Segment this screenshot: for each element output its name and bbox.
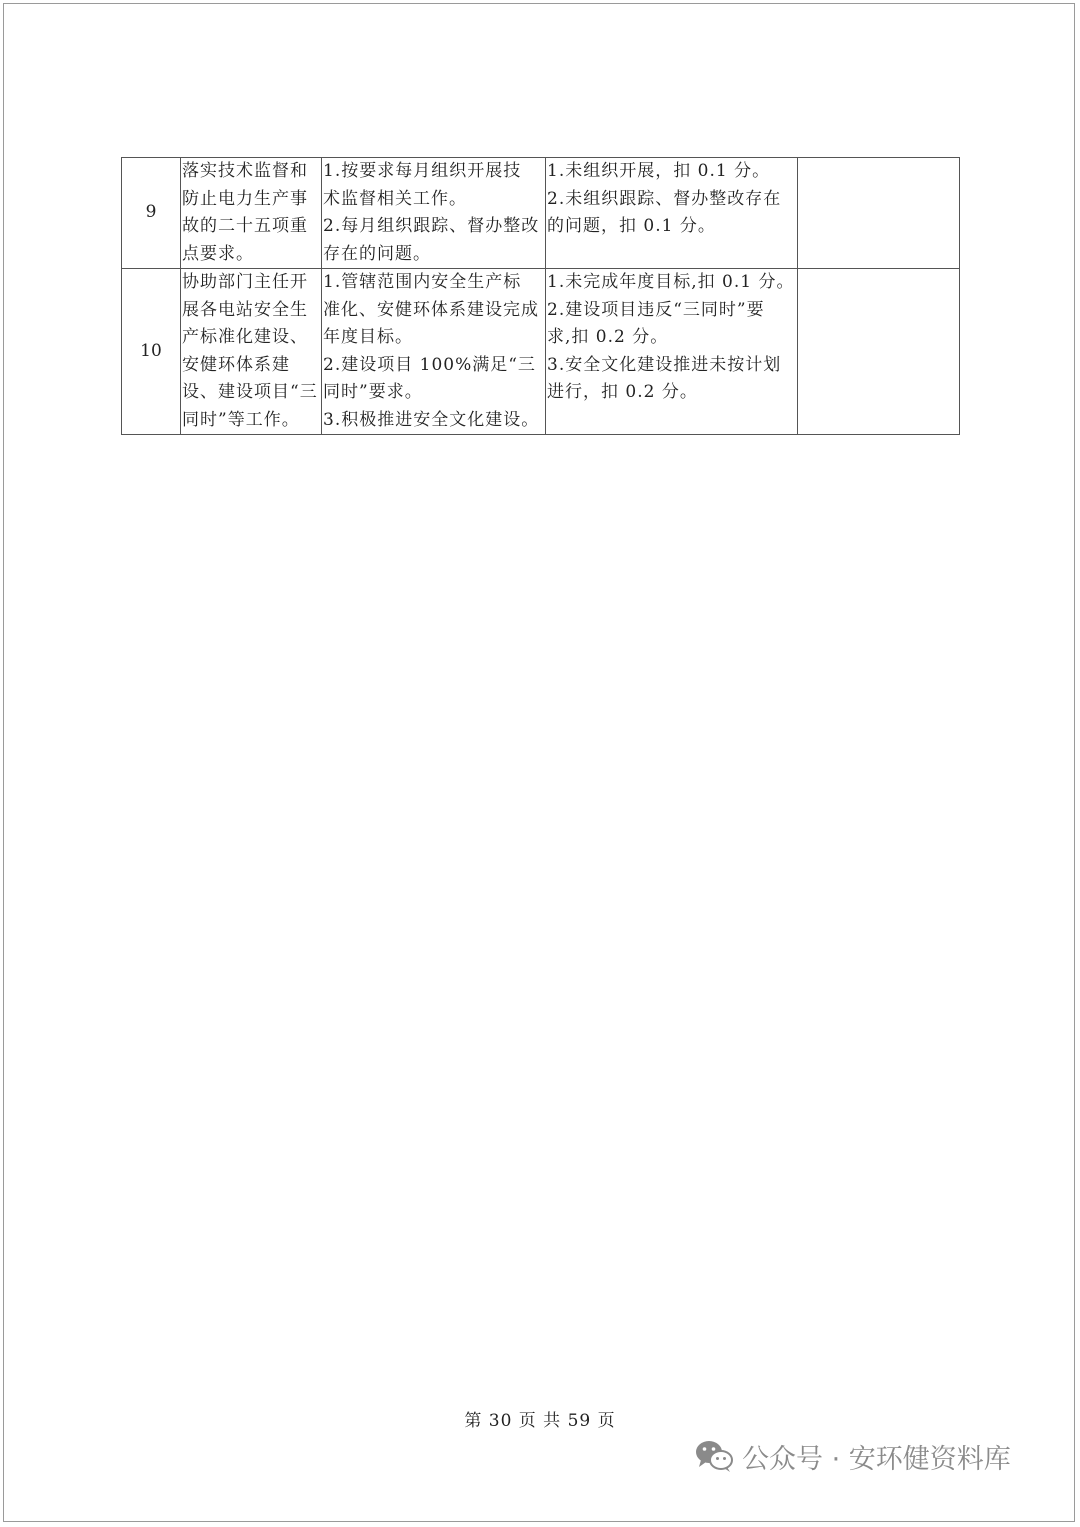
cell-line: 同时”等工作。	[182, 409, 300, 430]
remark-cell	[798, 158, 960, 269]
assessment-item-cell	[181, 269, 322, 435]
watermark-text: 公众号 · 安环健资料库	[742, 1443, 1011, 1475]
cell-line: 3.安全文化建设推进未按计划	[547, 354, 782, 375]
cell-line: 2.未组织跟踪、督办整改存在	[547, 188, 782, 209]
cell-line: 2.建设项目 100%满足“三	[323, 354, 536, 375]
watermark	[694, 1432, 1011, 1480]
deduction-cell	[546, 158, 798, 269]
cell-line: 术监督相关工作。	[323, 188, 467, 209]
cell-line: 安健环体系建	[182, 354, 290, 375]
row-number: 9	[122, 158, 181, 269]
cell-line: 2.建设项目违反“三同时”要	[547, 299, 765, 320]
cell-line: 1.未组织开展，扣 0.1 分。	[547, 161, 771, 181]
row-number: 10	[122, 269, 181, 435]
cell-line: 故的二十五项重	[182, 216, 308, 236]
wechat-icon	[694, 1438, 734, 1474]
cell-line: 存在的问题。	[323, 243, 431, 264]
deduction-cell	[546, 269, 798, 435]
cell-line: 防止电力生产事	[182, 188, 308, 209]
cell-line: 同时”要求。	[323, 382, 423, 402]
requirement-cell	[322, 269, 546, 435]
cell-line: 进行，扣 0.2 分。	[547, 382, 698, 402]
cell-line: 年度目标。	[323, 327, 413, 347]
requirement-cell	[322, 158, 546, 269]
table-row	[122, 269, 960, 435]
cell-line: 的问题，扣 0.1 分。	[547, 216, 716, 236]
cell-line: 1.管辖范围内安全生产标	[323, 272, 522, 292]
cell-line: 点要求。	[182, 243, 254, 264]
cell-line: 2.每月组织跟踪、督办整改	[323, 216, 540, 236]
cell-line: 设、建设项目“三	[182, 382, 318, 402]
cell-line: 1.未完成年度目标,扣 0.1 分。	[547, 272, 795, 292]
cell-line: 准化、安健环体系建设完成	[323, 299, 539, 320]
assessment-item-cell	[181, 158, 322, 269]
remark-cell	[798, 269, 960, 435]
cell-line: 3.积极推进安全文化建设。	[323, 409, 540, 430]
cell-line: 展各电站安全生	[182, 299, 308, 320]
cell-line: 产标准化建设、	[182, 327, 308, 347]
page-number: 第 30 页 共 59 页	[464, 1411, 616, 1431]
assessment-table	[121, 157, 960, 435]
cell-line: 协助部门主任开	[182, 272, 308, 292]
cell-line: 求,扣 0.2 分。	[547, 327, 669, 347]
cell-line: 落实技术监督和	[182, 161, 308, 181]
table-row	[122, 158, 960, 269]
cell-line: 1.按要求每月组织开展技	[323, 161, 522, 181]
